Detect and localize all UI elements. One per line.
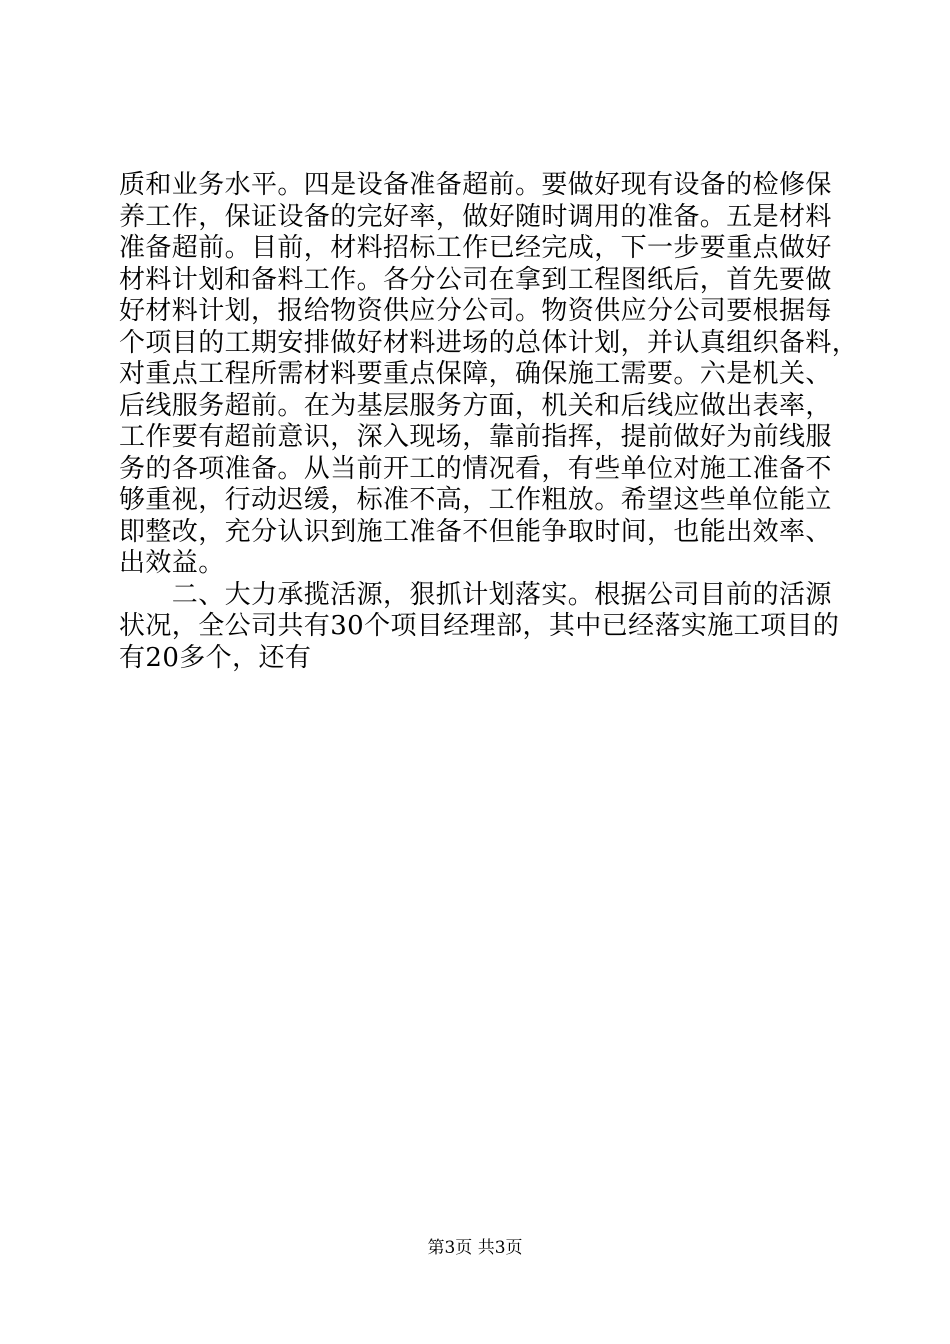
text-line: 状况，全公司共有30个项目经理部，其中已经落实施工项目的 — [119, 611, 840, 641]
text-line: 个项目的工期安排做好材料进场的总体计划，并认真组织备料， — [119, 327, 859, 358]
text-line: 好材料计划，报给物资供应分公司。物资供应分公司要根据每 — [119, 296, 832, 326]
text-line: 够重视，行动迟缓，标准不高，工作粗放。希望这些单位能立 — [119, 485, 832, 515]
text-line: 后线服务超前。在为基层服务方面，机关和后线应做出表率， — [119, 390, 832, 421]
paragraph-start-line: 二、大力承揽活源，狠抓计划落实。根据公司目前的活源 — [119, 579, 832, 610]
text-line: 务的各项准备。从当前开工的情况看，有些单位对施工准备不 — [119, 453, 832, 484]
text-line: 工作要有超前意识，深入现场，靠前指挥，提前做好为前线服 — [119, 422, 832, 452]
text-line: 出效益。 — [119, 548, 225, 578]
text-line: 材料计划和备料工作。各分公司在拿到工程图纸后，首先要做 — [119, 264, 832, 295]
text-line: 养工作，保证设备的完好率，做好随时调用的准备。五是材料 — [119, 201, 832, 232]
text-line: 对重点工程所需材料要重点保障，确保施工需要。六是机关、 — [119, 359, 832, 389]
text-line: 质和业务水平。四是设备准备超前。要做好现有设备的检修保 — [119, 170, 832, 200]
text-line: 有20多个，还有 — [119, 642, 312, 673]
page-number-footer: 第3页 共3页 — [427, 1238, 523, 1258]
text-line: 准备超前。目前，材料招标工作已经完成，下一步要重点做好 — [119, 233, 832, 263]
body-text — [119, 170, 859, 674]
text-line: 即整改，充分认识到施工准备不但能争取时间，也能出效率、 — [119, 516, 832, 547]
